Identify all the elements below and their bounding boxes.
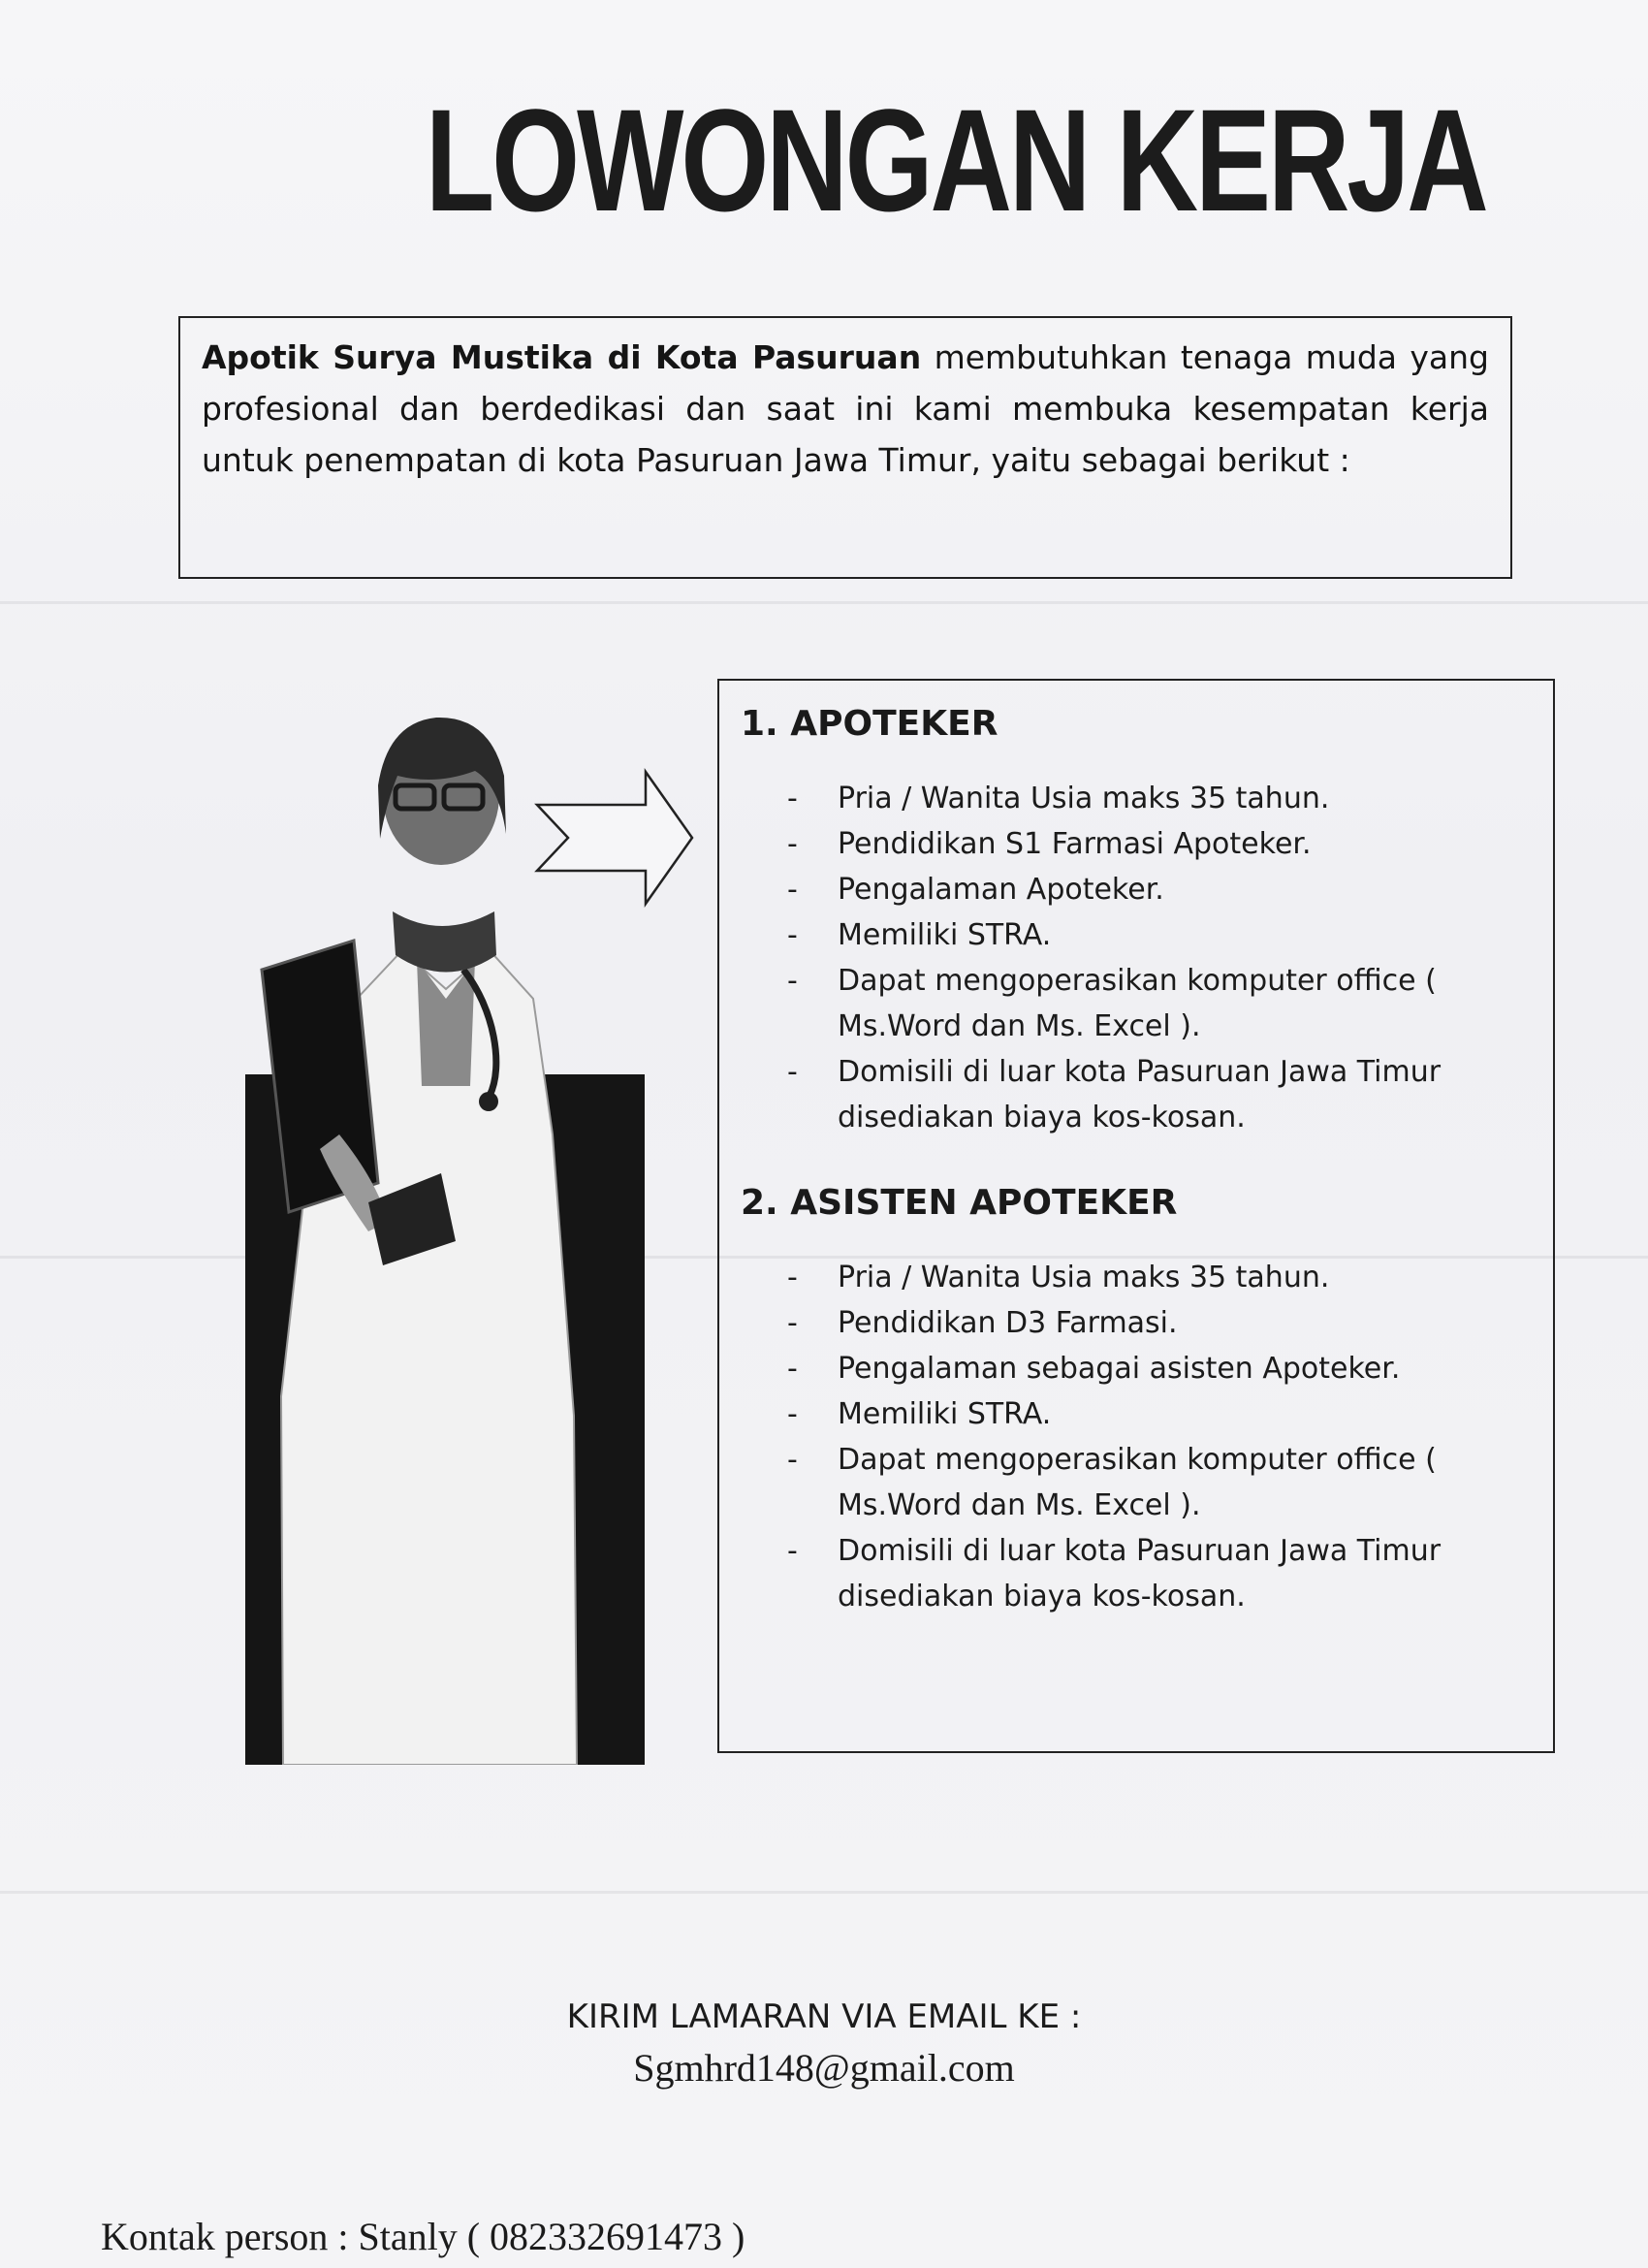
paper-fold-line [0,601,1648,604]
company-name: Apotik Surya Mustika di Kota Pasuruan [202,338,922,376]
list-item: - Pria / Wanita Usia maks 35 tahun. [741,1255,1530,1300]
apply-email: Sgmhrd148@gmail.com [633,2046,1015,2090]
job-listings-box [717,679,1555,1753]
requirements-list-apoteker [741,776,1530,1140]
arrow-right-icon [533,766,698,911]
list-item: - Memiliki STRA. [741,912,1530,958]
apply-instruction: KIRIM LAMARAN VIA EMAIL KE : [566,1997,1082,2036]
list-item: - Dapat mengoperasikan komputer office ( Ms.Word dan Ms. Excel ). [741,1437,1530,1528]
list-item: - Pendidikan D3 Farmasi. [741,1300,1530,1346]
list-item: - Pria / Wanita Usia maks 35 tahun. [741,776,1530,821]
contact-person: Kontak person : Stanly ( 082332691473 ) [101,2215,745,2258]
intro-text: membutuhkan tenaga muda yang profesional dan berdedikasi dan saat ini kami membuka kesempatan kerja untuk penempatan di kota Pasuruan Jawa Timur, yaitu sebagai berikut : [202,338,1489,479]
list-item: - Pengalaman Apoteker. [741,867,1530,912]
list-item: - Domisili di luar kota Pasuruan Jawa Timur disediakan biaya kos-kosan. [741,1528,1530,1619]
list-item: - Pengalaman sebagai asisten Apoteker. [741,1346,1530,1391]
job-title-asisten-apoteker: 2. ASISTEN APOTEKER [741,1183,1178,1223]
paper-fold-line [0,1891,1648,1894]
page-title: LOWONGAN KERJA [425,79,1486,241]
intro-box [178,316,1512,579]
list-item: - Pendidikan S1 Farmasi Apoteker. [741,821,1530,867]
list-item: - Memiliki STRA. [741,1391,1530,1437]
job-title-apoteker: 1. APOTEKER [741,704,998,744]
requirements-list-asisten-apoteker [741,1255,1530,1619]
list-item: - Domisili di luar kota Pasuruan Jawa Timur disediakan biaya kos-kosan. [741,1049,1530,1140]
list-item: - Dapat mengoperasikan komputer office ( Ms.Word dan Ms. Excel ). [741,958,1530,1049]
